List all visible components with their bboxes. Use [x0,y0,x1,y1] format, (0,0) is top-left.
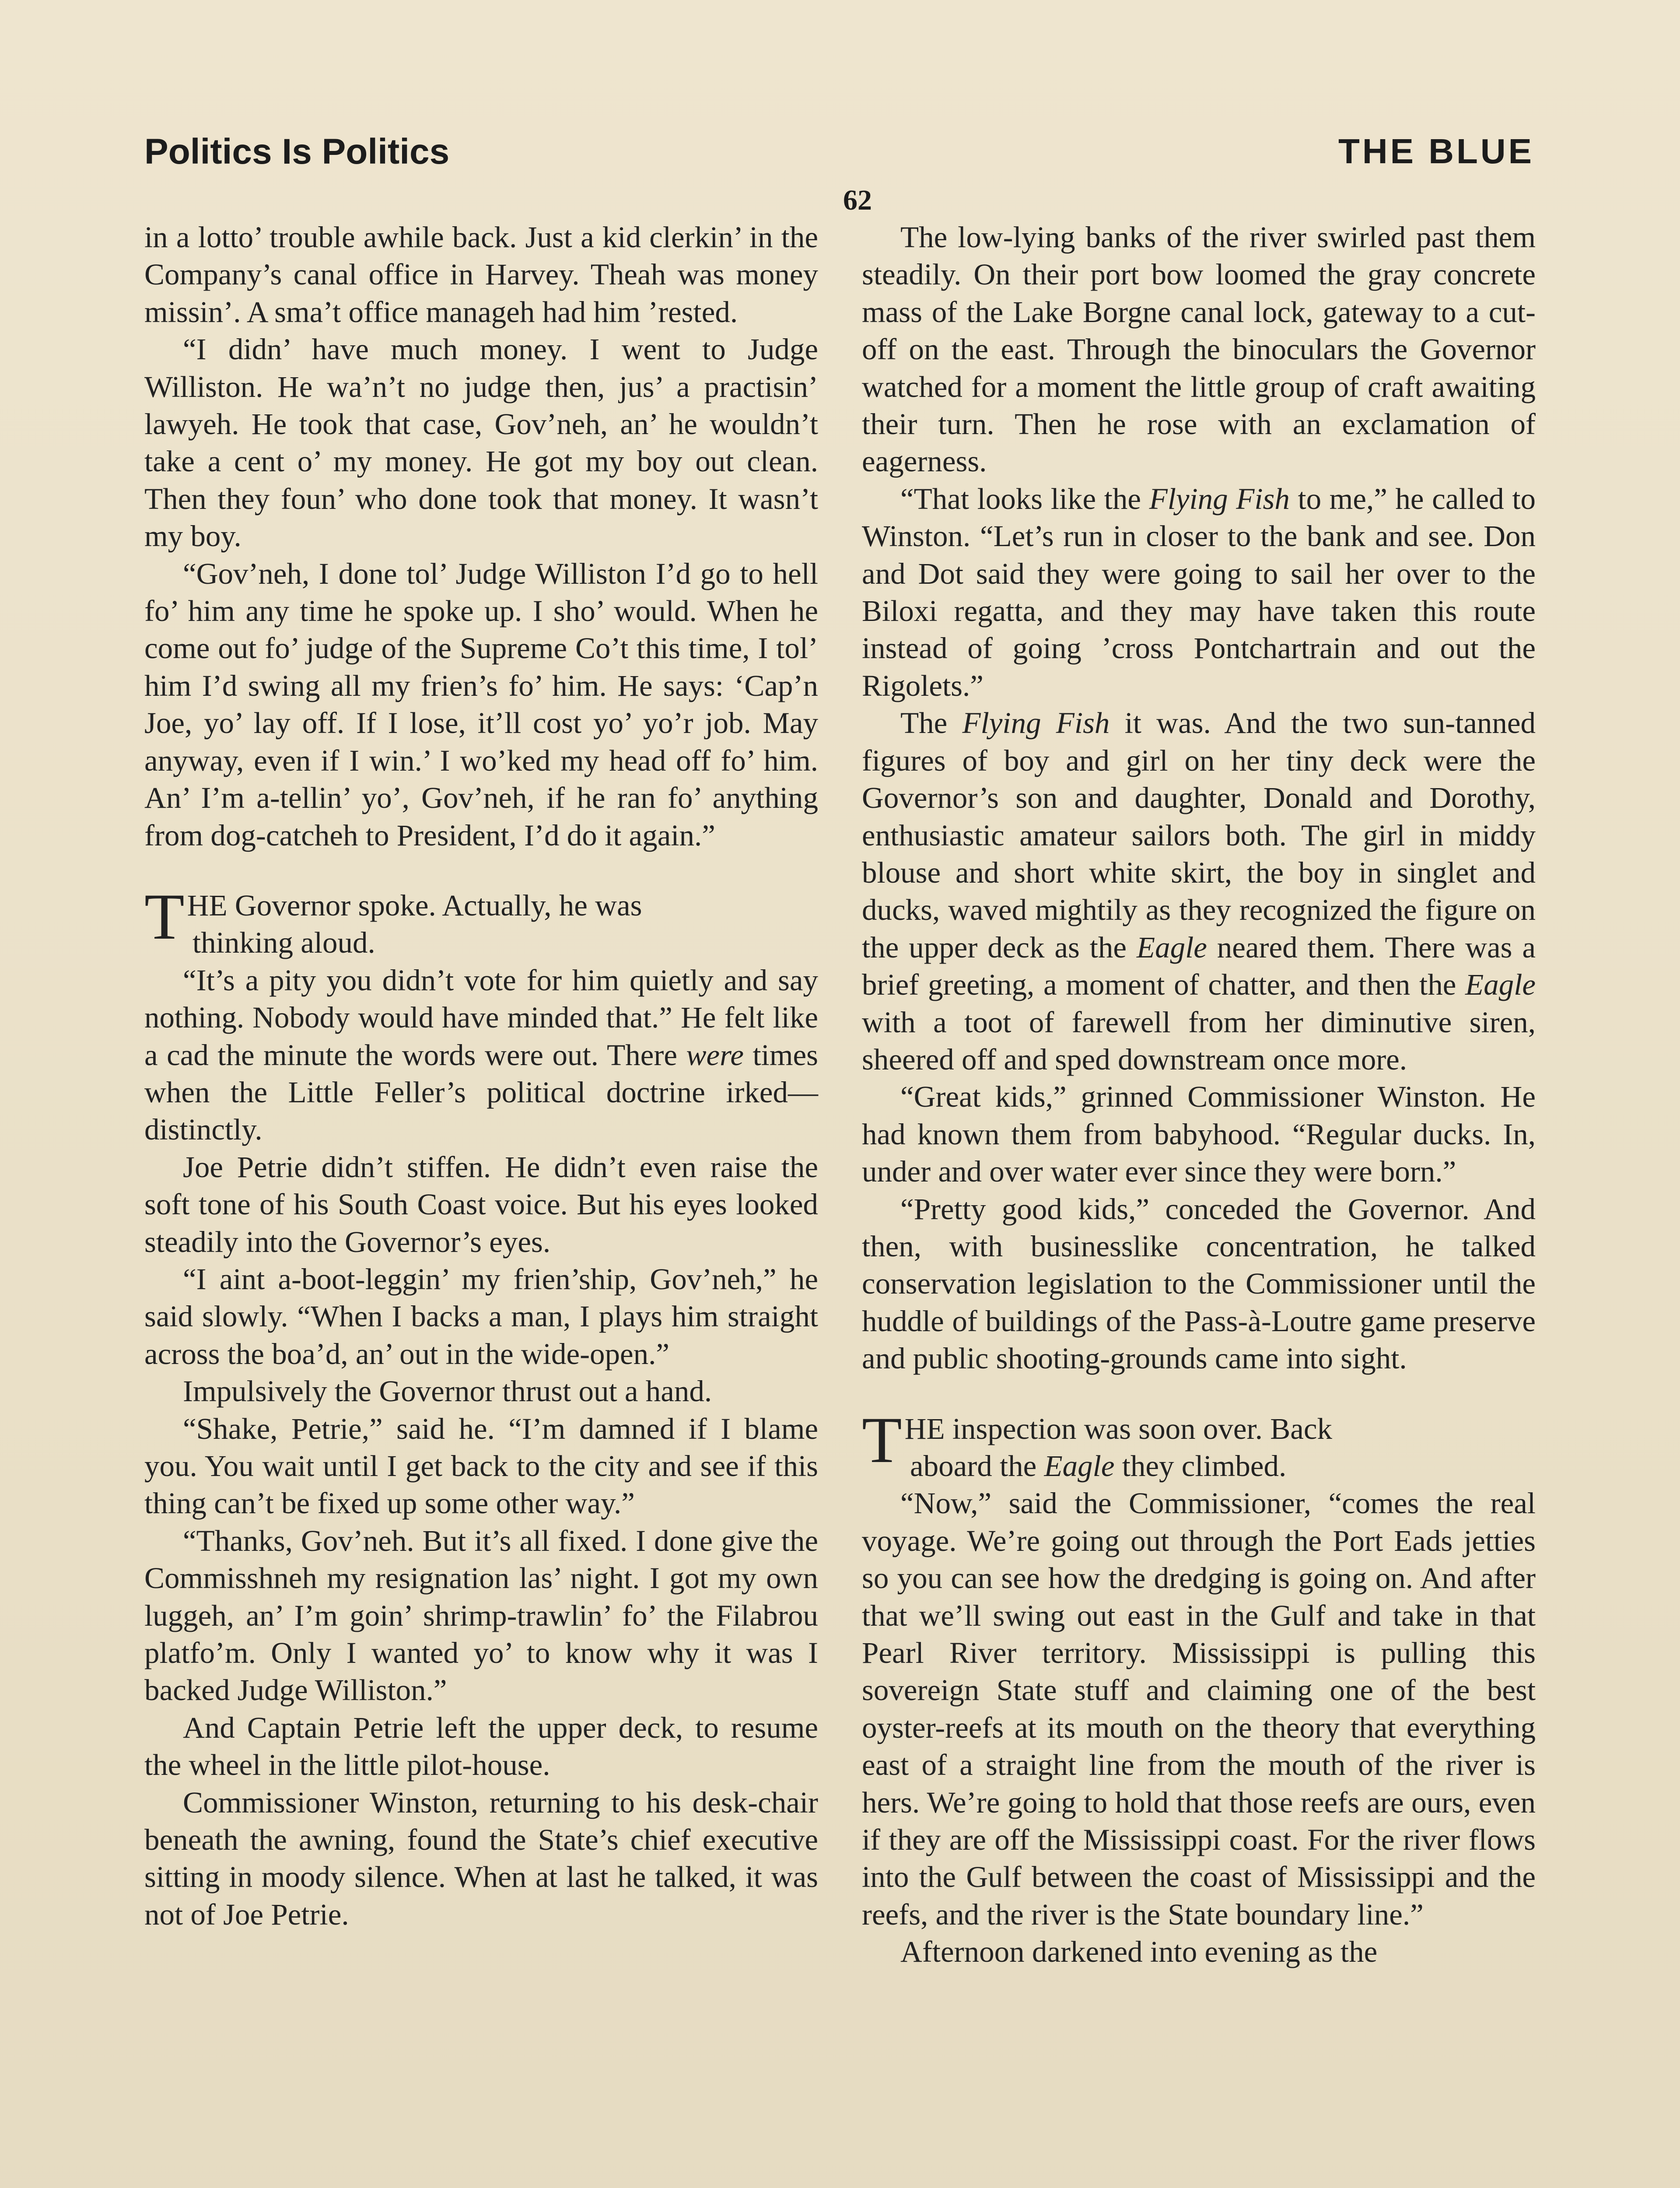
paragraph-text: they climbed. [1114,1449,1287,1483]
page-number: 62 [843,184,872,216]
paragraph: Commissioner Winston, returning to his desk-chair beneath the awning, found the State’s chief executive sitting in moody silence. When at last he talked, it was not of Joe Petrie. [144,1785,818,1931]
section-opening-paragraph [144,880,818,962]
paragraph: Afternoon darkened into evening as the [900,1935,1378,1969]
paragraph: “Gov’neh, I done tol’ Judge Williston I’d go to hell fo’ him any time he spoke up. I sho’ would. When he come out fo’ judge of the Supreme Co’t this time, I tol’ him I’d swing all my frien’s fo’ him. He says: ‘Cap’n Joe, yo’ lay off. If I lose, it’ll cost yo’ yo’r job. May anyway, even if I win.’ I wo’ked my head off fo’ him. An’ I’m a-tellin’ yo’, Gov’neh, if he ran fo’ anything from dog-catcheh to President, I’d do it again.” [144,557,818,852]
emphasis-text: Flying Fish [962,706,1110,740]
paragraph: “Great kids,” grinned Commissioner Winston. He had known them from babyhood. “Regular ducks. In, under and over water ever since they were born.” [862,1080,1536,1189]
paragraph: “Shake, Petrie,” said he. “I’m damned if I blame you. You wait until I get back to the city and see if this thing can’t be fixed up some other way.” [144,1412,818,1520]
running-title-right: THE BLUE [1338,132,1534,171]
right-column [862,219,1536,1971]
emphasis-text: were [686,1038,744,1072]
paragraph: And Captain Petrie left the upper deck, to resume the wheel in the little pilot-house. [144,1711,818,1782]
emphasis-text: Eagle [1044,1449,1115,1483]
paragraph [862,480,1536,705]
paragraph: “Pretty good kids,” conceded the Governor. And then, with businesslike concentration, he talked conservation legislation to the Commissioner until the huddle of buildings of the Pass-à-Loutre game preserve and public shooting-grounds came into sight. [862,1192,1536,1375]
paragraph: Joe Petrie didn’t stiffen. He didn’t even raise the soft tone of his South Coast voice. But his eyes looked steadily into the Governor’s eyes. [144,1150,818,1259]
paragraph-text: it was. And the two sun-tanned figures of boy and girl on her tiny deck were the Governor’s son and daughter, Donald and Dorothy, enthusiastic amateur sailors both. The girl in middy blouse and short white skirt, the boy in singlet and ducks, waved mightily as they recognized the figure on the upper deck as the [862,706,1536,964]
paragraph-text: neared them. There was a brief greeting, a moment of chatter, and then the [862,930,1536,1002]
paragraph: “Thanks, Gov’neh. But it’s all fixed. I done give the Commisshneh my resignation las’ night. I got my own luggeh, an’ I’m goin’ shrimp-trawlin’ fo’ the Filabrou platfo’m. Only I wanted yo’ to know why it was I backed Judge Williston.” [144,1524,818,1707]
emphasis-text: Eagle [1465,968,1536,1002]
emphasis-text: Flying Fish [1149,482,1290,515]
emphasis-text: Eagle [1136,930,1207,964]
paragraph-text: “It’s a pity you didn’t vote for him quietly and say nothing. Nobody would have minded that.” He felt like a cad the minute the words were out. There [144,963,818,1072]
section-opening-paragraph [862,1403,1536,1485]
paragraph-text: aboard the [910,1449,1044,1483]
running-title-left: Politics Is Politics [144,132,450,172]
paragraph: “I didn’ have much money. I went to Judge Williston. He wa’n’t no judge then, jus’ a practisin’ lawyeh. He took that case, Gov’neh, an’ he wouldn’t take a cent o’ my money. He got my boy out clean. Then they foun’ who done took that money. It wasn’t my boy. [144,333,818,553]
paragraph: in a lotto’ trouble awhile back. Just a kid clerkin’ in the Company’s canal office in Harvey. Theah was money missin’. A sma’t office manageh had him ’rested. [144,221,818,329]
paragraph-text: “That looks like the [900,482,1149,515]
paragraph: The low-lying banks of the river swirled past them steadily. On their port bow loomed the gray concrete mass of the Lake Borgne canal lock, gateway to a cut-off on the east. Through the binoculars the Governor watched for a moment the little group of craft awaiting their turn. Then he rose with an exclamation of eagerness. [862,221,1536,478]
paragraph-text: The [900,706,962,740]
left-column [144,219,818,1933]
drop-cap: T [144,880,185,953]
paragraph-text: HE Governor spoke. Actually, he was [187,888,642,922]
paragraph: “Now,” said the Commissioner, “comes the real voyage. We’re going out through the Port Eads jetties so you can see how the dredging is going on. And after that we’ll swing out east in the Gulf and take in that Pearl River territory. Mississippi is pulling this sovereign State stuff and claiming one of the best oyster-reefs at its mouth on the theory that everything east of a straight line from the mouth of the river is hers. We’re going to hold that those reefs are ours, even if they are off the Mississippi coast. For the river flows into the Gulf between the coast of Mississippi and the reefs, and the river is the State boundary line.” [862,1487,1536,1931]
paragraph: “I aint a-boot-leggin’ my frien’ship, Gov’neh,” he said slowly. “When I backs a man, I plays him straight across the boa’d, an’ out in the wide-open.” [144,1262,818,1371]
paragraph: Impulsively the Governor thrust out a hand. [183,1375,712,1408]
paragraph-text: with a toot of farewell from her diminutive siren, sheered off and sped downstream once more. [862,1005,1536,1076]
drop-cap: T [862,1403,902,1476]
paragraph-text: thinking aloud. [192,926,375,960]
paragraph-text: times when the Little Feller’s political doctrine irked—distinctly. [144,1038,818,1147]
paragraph-text: to me,” he called to Winston. “Let’s run in closer to the bank and see. Don and Dot said they were going to sail her over to the Biloxi regatta, and they may have taken this route instead of going ’cross Pontchartrain and out the Rigolets.” [862,482,1536,702]
paragraph-text-line [862,1448,1536,1485]
paragraph-text: HE inspection was soon over. Back [904,1412,1332,1445]
paragraph [144,962,818,1149]
paragraph [862,705,1536,1078]
